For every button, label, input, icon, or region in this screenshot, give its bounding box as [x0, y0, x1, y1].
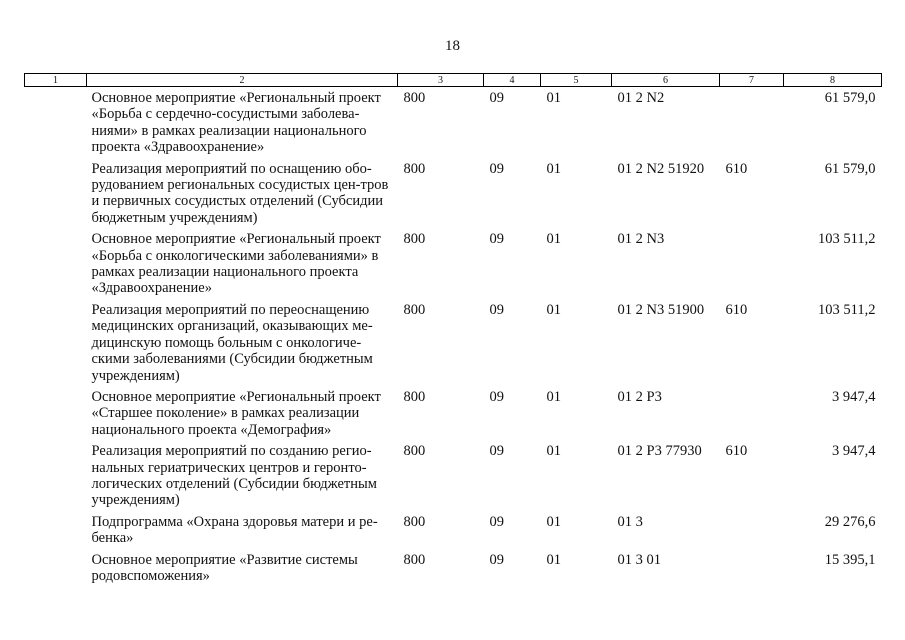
cell-amount: 103 511,2: [818, 301, 876, 318]
cell-expense-type: 610: [725, 301, 748, 318]
cell-description: Основное мероприятие «Региональный проект «Старшее поколение» в рамках реализации национального проекта «Демография»: [91, 388, 381, 438]
cell-expense-type: [720, 228, 784, 299]
header-row: [25, 74, 882, 87]
cell-ministry-code: 800: [403, 513, 426, 530]
column-header-3: 3: [398, 74, 484, 87]
cell-section: 09: [489, 513, 504, 530]
cell-target-article: 01 2 P3 77930: [617, 443, 702, 460]
cell-empty: [25, 511, 87, 549]
cell-section: 09: [489, 388, 504, 405]
cell-description: Реализация мероприятий по созданию регио-нальных гериатрических центров и геронто-логических отделений (Субсидии бюджетным учреждениям): [91, 443, 377, 509]
cell-amount: 61 579,0: [824, 160, 876, 177]
cell-subsection: 01: [546, 388, 561, 405]
cell-subsection: 01: [546, 90, 561, 106]
table-row: [25, 511, 882, 549]
table-row: [25, 440, 882, 511]
cell-description: Основное мероприятие «Региональный проект «Борьба с онкологическими заболеваниями» в рамках реализации национального проекта «Здравоохранение»: [91, 231, 381, 297]
cell-amount: 29 276,6: [824, 513, 876, 530]
table-row: [25, 386, 882, 440]
cell-section: 09: [489, 90, 504, 106]
cell-expense-type: 610: [725, 160, 748, 177]
cell-expense-type: [720, 549, 784, 587]
cell-subsection: 01: [546, 443, 561, 460]
cell-empty: [25, 158, 87, 229]
column-header-1: 1: [25, 74, 87, 87]
cell-section: 09: [489, 551, 504, 568]
cell-subsection: 01: [546, 513, 561, 530]
column-header-6: 6: [612, 74, 720, 87]
cell-amount: 15 395,1: [824, 551, 876, 568]
cell-ministry-code: 800: [403, 443, 426, 460]
cell-empty: [25, 386, 87, 440]
cell-amount: 103 511,2: [818, 231, 876, 248]
cell-section: 09: [489, 301, 504, 318]
cell-section: 09: [489, 160, 504, 177]
column-header-2: 2: [87, 74, 398, 87]
table-row: [25, 228, 882, 299]
cell-target-article: 01 3: [617, 513, 643, 530]
cell-subsection: 01: [546, 160, 561, 177]
cell-target-article: 01 2 N3 51900: [617, 301, 705, 318]
cell-ministry-code: 800: [403, 301, 426, 318]
cell-description: Реализация мероприятий по переоснащению медицинских организаций, оказывающих ме-дицинскую помощь больным с онкологиче-скими заболеваниями (Субсидии бюджетным учреждениям): [91, 301, 373, 384]
column-header-8: 8: [784, 74, 882, 87]
cell-description: Подпрограмма «Охрана здоровья матери и ре-бенка»: [91, 513, 378, 547]
column-header-7: 7: [720, 74, 784, 87]
column-header-4: 4: [484, 74, 541, 87]
cell-amount: 3 947,4: [832, 388, 876, 405]
column-header-5: 5: [541, 74, 612, 87]
cell-subsection: 01: [546, 551, 561, 568]
cell-subsection: 01: [546, 231, 561, 248]
cell-empty: [25, 549, 87, 587]
cell-expense-type: [720, 511, 784, 549]
cell-target-article: 01 2 N3: [617, 231, 665, 248]
cell-target-article: 01 3 01: [617, 551, 661, 568]
cell-expense-type: 610: [725, 443, 748, 460]
cell-section: 09: [489, 231, 504, 248]
cell-empty: [25, 87, 87, 158]
cell-amount: 3 947,4: [832, 443, 876, 460]
cell-section: 09: [489, 443, 504, 460]
cell-expense-type: [720, 87, 784, 158]
cell-description: Основное мероприятие «Развитие системы родовспоможения»: [91, 551, 358, 584]
cell-amount: 61 579,0: [824, 90, 876, 106]
budget-table: [24, 73, 882, 586]
cell-empty: [25, 228, 87, 299]
cell-empty: [25, 299, 87, 386]
table-row: [25, 299, 882, 386]
cell-target-article: 01 2 P3: [617, 388, 662, 405]
cell-ministry-code: 800: [403, 551, 426, 568]
cell-target-article: 01 2 N2: [617, 90, 665, 106]
cell-expense-type: [720, 386, 784, 440]
table-row: [25, 158, 882, 229]
cell-ministry-code: 800: [403, 388, 426, 405]
cell-description: Основное мероприятие «Региональный проект «Борьба с сердечно-сосудистыми заболева-ниями» в рамках реализации национального проекта «Здравоохранение»: [91, 90, 381, 156]
cell-subsection: 01: [546, 301, 561, 318]
cell-ministry-code: 800: [403, 160, 426, 177]
cell-empty: [25, 440, 87, 511]
cell-description: Реализация мероприятий по оснащению обо-рудованием региональных сосудистых цен-тров и первичных сосудистых отделений (Субсидии бюджетным учреждениям): [91, 160, 389, 226]
cell-ministry-code: 800: [403, 231, 426, 248]
cell-ministry-code: 800: [403, 90, 426, 106]
table-row: [25, 549, 882, 587]
cell-target-article: 01 2 N2 51920: [617, 160, 705, 177]
table-row: [25, 87, 882, 158]
page-number: 18: [445, 38, 460, 54]
